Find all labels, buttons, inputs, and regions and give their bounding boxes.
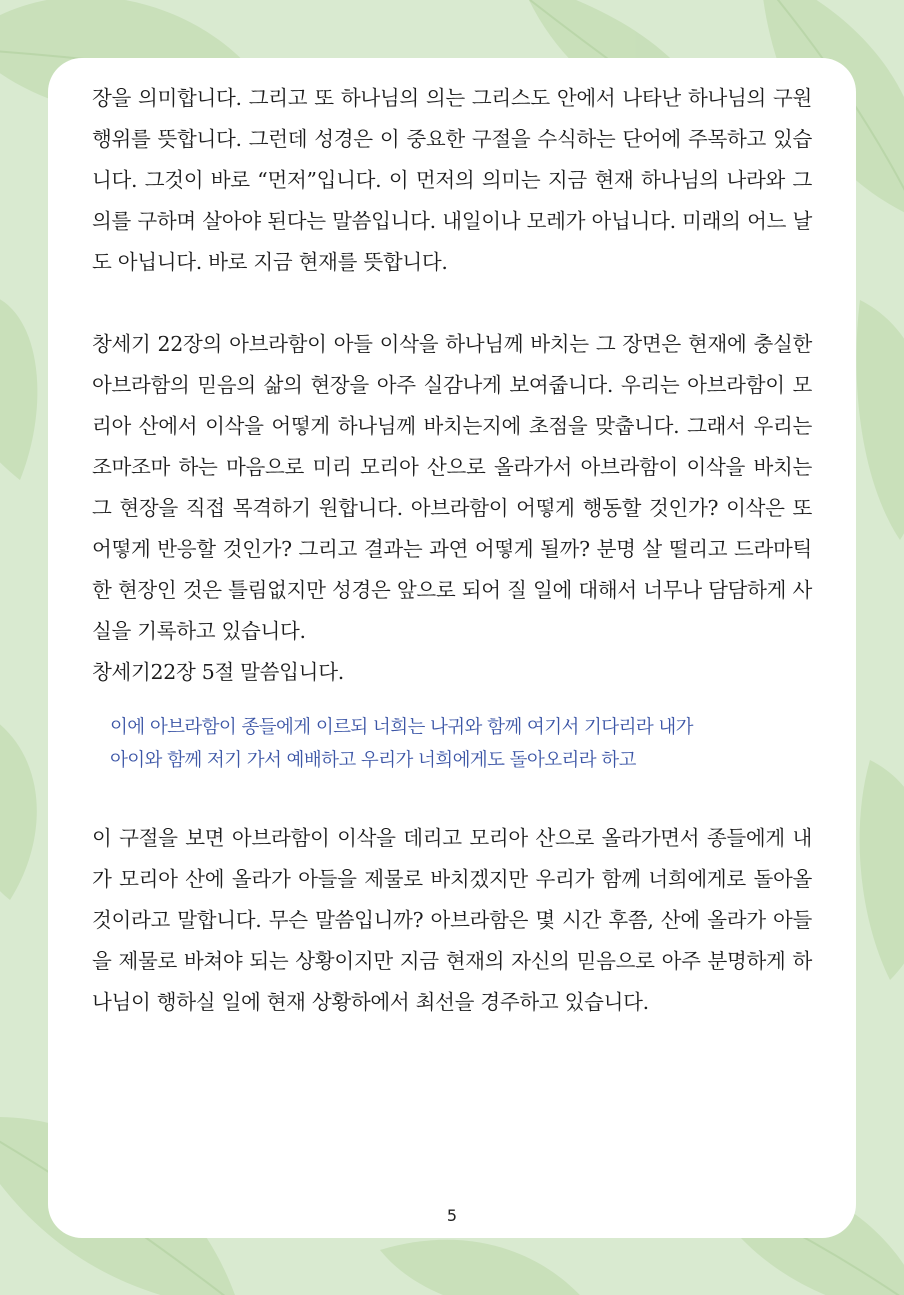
leaf-shape <box>860 760 904 980</box>
leaf-shape <box>856 300 904 540</box>
leaf-shape <box>380 1240 600 1295</box>
scripture-quote <box>92 711 812 777</box>
page-card <box>48 58 856 1238</box>
scripture-quote-line: 아이와 함께 저기 가서 예배하고 우리가 너희에게도 돌아오리라 하고 <box>110 750 636 771</box>
scripture-quote-line: 이에 아브라함이 종들에게 이르되 너희는 나귀와 함께 여기서 기다리라 내가 <box>110 717 693 738</box>
verse-reference: 창세기22장 5절 말씀입니다. <box>92 660 344 684</box>
paragraph-1: 장을 의미합니다. 그리고 또 하나님의 의는 그리스도 안에서 나타난 하나님의 구원행위를 뜻합니다. 그런데 성경은 이 중요한 구절을 수식하는 단어에 주목하고 있습니다. 그것이 바로 “먼저”입니다. 이 먼저의 의미는 지금 현재 하나님의 나라와 그 의를 구하며 살아야 된다는 말씀입니다. 내일이나 모레가 아닙니다. 미래의 어느 날도 아닙니다. 바로 지금 현재를 뜻합니다. <box>92 86 812 274</box>
paragraph-3: 이 구절을 보면 아브라함이 이삭을 데리고 모리아 산으로 올라가면서 종들에게 내가 모리아 산에 올라가 아들을 제물로 바치겠지만 우리가 함께 너희에게로 돌아올 것이라고 말합니다. 무슨 말씀입니까? 아브라함은 몇 시간 후쯤, 산에 올라가 아들을 제물로 바쳐야 되는 상황이지만 지금 현재의 자신의 믿음으로 아주 분명하게 하나님이 행하실 일에 현재 상황하에서 최선을 경주하고 있습니다. <box>92 826 812 1014</box>
paragraph-spacer <box>92 283 812 324</box>
leaf-shape <box>0 292 37 480</box>
leaf-shape <box>0 700 37 900</box>
page-number: 5 <box>446 1206 458 1225</box>
paragraph-spacer <box>92 777 812 818</box>
paragraph-2: 창세기 22장의 아브라함이 아들 이삭을 하나님께 바치는 그 장면은 현재에 충실한 아브라함의 믿음의 삶의 현장을 아주 실감나게 보여줍니다. 우리는 아브라함이 모리아 산에서 이삭을 어떻게 하나님께 바치는지에 초점을 맞춥니다. 그래서 우리는 조마조마 하는 마음으로 미리 모리아 산으로 올라가서 아브라함이 이삭을 바치는 그 현장을 직접 목격하기 원합니다. 아브라함이 어떻게 행동할 것인가? 이삭은 또 어떻게 반응할 것인가? 그리고 결과는 과연 어떻게 될까? 분명 살 떨리고 드라마틱한 현장인 것은 틀림없지만 성경은 앞으로 되어 질 일에 대해서 너무나 담담하게 사실을 기록하고 있습니다. <box>92 332 812 643</box>
